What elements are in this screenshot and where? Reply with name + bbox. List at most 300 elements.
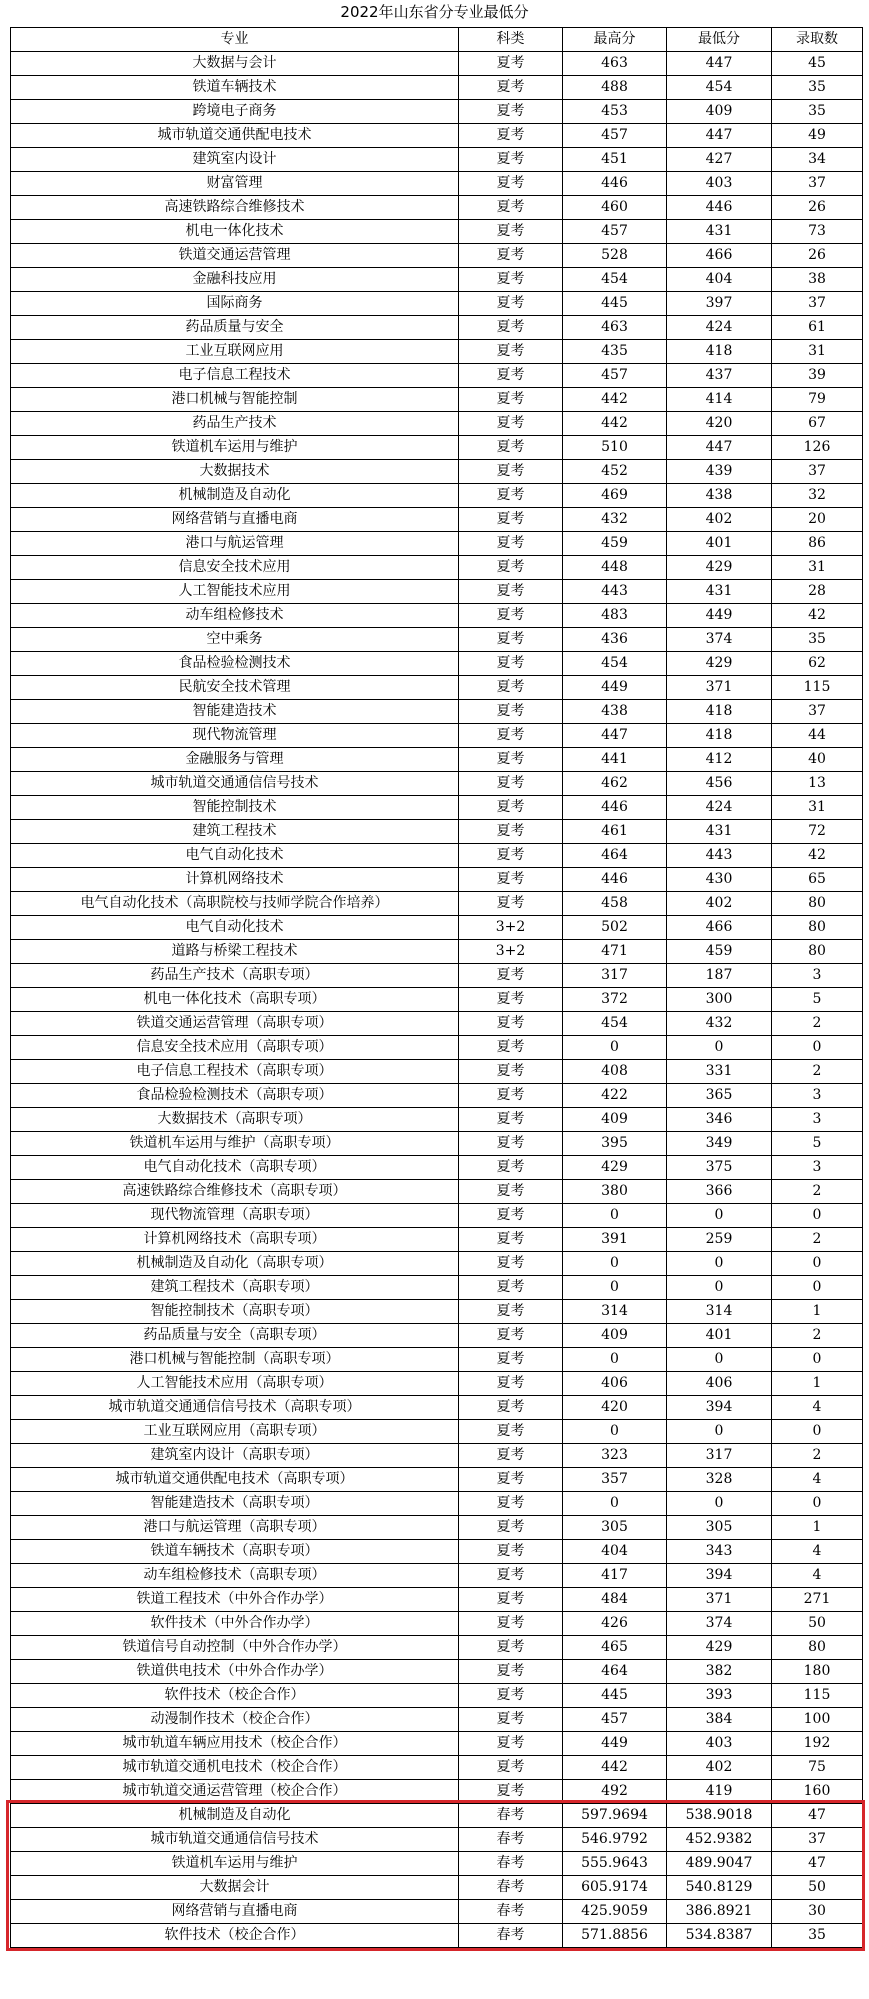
cell-category: 夏考 — [459, 1180, 563, 1204]
cell-major: 大数据技术 — [11, 460, 459, 484]
cell-min-score: 409 — [667, 100, 772, 124]
cell-major: 大数据技术（高职专项） — [11, 1108, 459, 1132]
cell-max-score: 0 — [563, 1036, 667, 1060]
cell-category: 夏考 — [459, 1756, 563, 1780]
cell-min-score: 540.8129 — [667, 1876, 772, 1900]
cell-min-score: 305 — [667, 1516, 772, 1540]
cell-admitted: 79 — [772, 388, 863, 412]
cell-max-score: 442 — [563, 1756, 667, 1780]
cell-category: 夏考 — [459, 1204, 563, 1228]
table-row — [11, 508, 863, 532]
table-row — [11, 580, 863, 604]
cell-min-score: 459 — [667, 940, 772, 964]
cell-min-score: 447 — [667, 436, 772, 460]
cell-min-score: 187 — [667, 964, 772, 988]
table-row — [11, 988, 863, 1012]
cell-admitted: 35 — [772, 100, 863, 124]
cell-category: 夏考 — [459, 796, 563, 820]
cell-admitted: 26 — [772, 196, 863, 220]
cell-category: 夏考 — [459, 172, 563, 196]
cell-major: 智能控制技术（高职专项） — [11, 1300, 459, 1324]
cell-min-score: 430 — [667, 868, 772, 892]
cell-min-score: 0 — [667, 1348, 772, 1372]
cell-category: 夏考 — [459, 364, 563, 388]
cell-major: 现代物流管理（高职专项） — [11, 1204, 459, 1228]
cell-max-score: 454 — [563, 652, 667, 676]
cell-max-score: 380 — [563, 1180, 667, 1204]
cell-category: 夏考 — [459, 268, 563, 292]
cell-major: 现代物流管理 — [11, 724, 459, 748]
cell-min-score: 0 — [667, 1492, 772, 1516]
cell-admitted: 62 — [772, 652, 863, 676]
cell-category: 春考 — [459, 1804, 563, 1828]
cell-max-score: 464 — [563, 844, 667, 868]
cell-major: 城市轨道交通供配电技术（高职专项） — [11, 1468, 459, 1492]
cell-max-score: 446 — [563, 796, 667, 820]
cell-major: 铁道供电技术（中外合作办学） — [11, 1660, 459, 1684]
cell-major: 铁道信号自动控制（中外合作办学） — [11, 1636, 459, 1660]
cell-major: 食品检验检测技术 — [11, 652, 459, 676]
cell-category: 夏考 — [459, 1228, 563, 1252]
cell-major: 港口机械与智能控制 — [11, 388, 459, 412]
table-row — [11, 1756, 863, 1780]
cell-min-score: 346 — [667, 1108, 772, 1132]
cell-major: 人工智能技术应用 — [11, 580, 459, 604]
table-row — [11, 412, 863, 436]
cell-max-score: 0 — [563, 1204, 667, 1228]
table-row — [11, 820, 863, 844]
cell-category: 夏考 — [459, 484, 563, 508]
cell-max-score: 449 — [563, 1732, 667, 1756]
cell-max-score: 435 — [563, 340, 667, 364]
cell-major: 工业互联网应用（高职专项） — [11, 1420, 459, 1444]
cell-max-score: 446 — [563, 172, 667, 196]
cell-major: 港口机械与智能控制（高职专项） — [11, 1348, 459, 1372]
cell-category: 夏考 — [459, 316, 563, 340]
score-table — [10, 27, 863, 1948]
cell-category: 夏考 — [459, 1636, 563, 1660]
cell-category: 夏考 — [459, 1132, 563, 1156]
cell-admitted: 37 — [772, 292, 863, 316]
table-row — [11, 1108, 863, 1132]
cell-min-score: 418 — [667, 700, 772, 724]
cell-category: 夏考 — [459, 868, 563, 892]
cell-admitted: 31 — [772, 340, 863, 364]
cell-major: 跨境电子商务 — [11, 100, 459, 124]
cell-category: 夏考 — [459, 76, 563, 100]
cell-category: 夏考 — [459, 1612, 563, 1636]
cell-admitted: 80 — [772, 916, 863, 940]
cell-category: 夏考 — [459, 988, 563, 1012]
cell-category: 春考 — [459, 1852, 563, 1876]
cell-min-score: 371 — [667, 1588, 772, 1612]
cell-category: 夏考 — [459, 1372, 563, 1396]
cell-admitted: 13 — [772, 772, 863, 796]
cell-min-score: 432 — [667, 1012, 772, 1036]
cell-major: 机电一体化技术（高职专项） — [11, 988, 459, 1012]
cell-min-score: 447 — [667, 52, 772, 76]
cell-category: 夏考 — [459, 1324, 563, 1348]
cell-min-score: 418 — [667, 724, 772, 748]
cell-admitted: 28 — [772, 580, 863, 604]
header-admitted: 录取数 — [772, 28, 863, 52]
table-row — [11, 52, 863, 76]
cell-category: 3+2 — [459, 916, 563, 940]
cell-admitted: 50 — [772, 1612, 863, 1636]
table-row — [11, 1564, 863, 1588]
cell-category: 夏考 — [459, 1420, 563, 1444]
cell-min-score: 366 — [667, 1180, 772, 1204]
cell-admitted: 31 — [772, 556, 863, 580]
cell-major: 金融科技应用 — [11, 268, 459, 292]
cell-category: 夏考 — [459, 1396, 563, 1420]
table-row — [11, 1276, 863, 1300]
cell-admitted: 61 — [772, 316, 863, 340]
cell-major: 城市轨道交通通信信号技术 — [11, 772, 459, 796]
cell-admitted: 44 — [772, 724, 863, 748]
table-header-row — [11, 28, 863, 52]
cell-min-score: 328 — [667, 1468, 772, 1492]
cell-category: 夏考 — [459, 220, 563, 244]
cell-max-score: 463 — [563, 52, 667, 76]
cell-major: 药品质量与安全 — [11, 316, 459, 340]
cell-major: 铁道机车运用与维护 — [11, 436, 459, 460]
cell-min-score: 443 — [667, 844, 772, 868]
cell-max-score: 459 — [563, 532, 667, 556]
cell-min-score: 431 — [667, 820, 772, 844]
cell-admitted: 42 — [772, 604, 863, 628]
cell-category: 夏考 — [459, 772, 563, 796]
cell-major: 铁道机车运用与维护 — [11, 1852, 459, 1876]
cell-admitted: 72 — [772, 820, 863, 844]
cell-min-score: 0 — [667, 1204, 772, 1228]
cell-category: 夏考 — [459, 388, 563, 412]
cell-admitted: 35 — [772, 76, 863, 100]
cell-admitted: 35 — [772, 1924, 863, 1948]
cell-min-score: 429 — [667, 1636, 772, 1660]
cell-min-score: 429 — [667, 556, 772, 580]
cell-admitted: 65 — [772, 868, 863, 892]
cell-min-score: 394 — [667, 1396, 772, 1420]
cell-max-score: 447 — [563, 724, 667, 748]
cell-max-score: 463 — [563, 316, 667, 340]
cell-admitted: 4 — [772, 1564, 863, 1588]
table-row — [11, 1708, 863, 1732]
cell-admitted: 2 — [772, 1060, 863, 1084]
header-max-score: 最高分 — [563, 28, 667, 52]
cell-min-score: 0 — [667, 1036, 772, 1060]
table-row — [11, 628, 863, 652]
cell-category: 夏考 — [459, 292, 563, 316]
table-row — [11, 1180, 863, 1204]
table-row — [11, 556, 863, 580]
cell-category: 夏考 — [459, 724, 563, 748]
table-row — [11, 1924, 863, 1948]
cell-max-score: 469 — [563, 484, 667, 508]
cell-max-score: 408 — [563, 1060, 667, 1084]
cell-category: 夏考 — [459, 1036, 563, 1060]
table-row — [11, 1036, 863, 1060]
cell-min-score: 454 — [667, 76, 772, 100]
cell-min-score: 438 — [667, 484, 772, 508]
table-row — [11, 1780, 863, 1804]
cell-max-score: 445 — [563, 1684, 667, 1708]
cell-admitted: 115 — [772, 1684, 863, 1708]
cell-min-score: 534.8387 — [667, 1924, 772, 1948]
table-row — [11, 652, 863, 676]
cell-major: 信息安全技术应用 — [11, 556, 459, 580]
table-row — [11, 1492, 863, 1516]
cell-admitted: 35 — [772, 628, 863, 652]
table-row — [11, 1204, 863, 1228]
cell-max-score: 436 — [563, 628, 667, 652]
cell-max-score: 605.9174 — [563, 1876, 667, 1900]
cell-admitted: 4 — [772, 1468, 863, 1492]
cell-major: 城市轨道交通机电技术（校企合作） — [11, 1756, 459, 1780]
cell-min-score: 402 — [667, 1756, 772, 1780]
cell-max-score: 484 — [563, 1588, 667, 1612]
table-row — [11, 1444, 863, 1468]
header-min-score: 最低分 — [667, 28, 772, 52]
cell-major: 城市轨道车辆应用技术（校企合作） — [11, 1732, 459, 1756]
cell-max-score: 446 — [563, 868, 667, 892]
cell-max-score: 462 — [563, 772, 667, 796]
table-row — [11, 1516, 863, 1540]
table-row — [11, 604, 863, 628]
cell-category: 夏考 — [459, 436, 563, 460]
cell-max-score: 502 — [563, 916, 667, 940]
cell-category: 夏考 — [459, 1492, 563, 1516]
cell-major: 工业互联网应用 — [11, 340, 459, 364]
cell-major: 国际商务 — [11, 292, 459, 316]
cell-major: 动车组检修技术（高职专项） — [11, 1564, 459, 1588]
cell-admitted: 73 — [772, 220, 863, 244]
table-row — [11, 1900, 863, 1924]
cell-admitted: 0 — [772, 1276, 863, 1300]
cell-max-score: 429 — [563, 1156, 667, 1180]
table-row — [11, 340, 863, 364]
cell-max-score: 404 — [563, 1540, 667, 1564]
table-row — [11, 316, 863, 340]
header-category: 科类 — [459, 28, 563, 52]
table-row — [11, 868, 863, 892]
table-row — [11, 700, 863, 724]
cell-category: 夏考 — [459, 1684, 563, 1708]
cell-min-score: 446 — [667, 196, 772, 220]
cell-min-score: 0 — [667, 1276, 772, 1300]
cell-major: 铁道交通运营管理 — [11, 244, 459, 268]
cell-admitted: 5 — [772, 988, 863, 1012]
cell-major: 建筑工程技术 — [11, 820, 459, 844]
cell-major: 计算机网络技术（高职专项） — [11, 1228, 459, 1252]
cell-major: 药品生产技术（高职专项） — [11, 964, 459, 988]
table-row — [11, 196, 863, 220]
cell-category: 夏考 — [459, 604, 563, 628]
cell-admitted: 115 — [772, 676, 863, 700]
cell-admitted: 37 — [772, 460, 863, 484]
cell-major: 机械制造及自动化（高职专项） — [11, 1252, 459, 1276]
cell-admitted: 3 — [772, 964, 863, 988]
cell-min-score: 466 — [667, 916, 772, 940]
cell-max-score: 488 — [563, 76, 667, 100]
cell-max-score: 0 — [563, 1276, 667, 1300]
cell-admitted: 2 — [772, 1180, 863, 1204]
cell-min-score: 456 — [667, 772, 772, 796]
cell-min-score: 429 — [667, 652, 772, 676]
cell-admitted: 42 — [772, 844, 863, 868]
table-row — [11, 1132, 863, 1156]
cell-max-score: 409 — [563, 1108, 667, 1132]
table-row — [11, 748, 863, 772]
cell-max-score: 460 — [563, 196, 667, 220]
cell-min-score: 447 — [667, 124, 772, 148]
cell-max-score: 457 — [563, 1708, 667, 1732]
cell-max-score: 443 — [563, 580, 667, 604]
table-row — [11, 1156, 863, 1180]
table-row — [11, 1084, 863, 1108]
cell-category: 夏考 — [459, 412, 563, 436]
table-row — [11, 268, 863, 292]
cell-major: 智能控制技术 — [11, 796, 459, 820]
cell-min-score: 374 — [667, 1612, 772, 1636]
table-row — [11, 100, 863, 124]
cell-major: 道路与桥梁工程技术 — [11, 940, 459, 964]
cell-max-score: 420 — [563, 1396, 667, 1420]
cell-major: 铁道车辆技术（高职专项） — [11, 1540, 459, 1564]
cell-category: 夏考 — [459, 1156, 563, 1180]
cell-major: 智能建造技术 — [11, 700, 459, 724]
cell-admitted: 40 — [772, 748, 863, 772]
cell-max-score: 510 — [563, 436, 667, 460]
cell-max-score: 395 — [563, 1132, 667, 1156]
cell-admitted: 32 — [772, 484, 863, 508]
cell-min-score: 394 — [667, 1564, 772, 1588]
cell-category: 夏考 — [459, 1588, 563, 1612]
cell-max-score: 425.9059 — [563, 1900, 667, 1924]
cell-category: 夏考 — [459, 52, 563, 76]
cell-category: 夏考 — [459, 748, 563, 772]
table-row — [11, 1396, 863, 1420]
cell-admitted: 50 — [772, 1876, 863, 1900]
cell-category: 夏考 — [459, 580, 563, 604]
cell-max-score: 457 — [563, 220, 667, 244]
table-row — [11, 244, 863, 268]
cell-category: 夏考 — [459, 1444, 563, 1468]
cell-max-score: 442 — [563, 412, 667, 436]
cell-admitted: 4 — [772, 1540, 863, 1564]
table-row — [11, 1300, 863, 1324]
cell-max-score: 406 — [563, 1372, 667, 1396]
cell-major: 铁道机车运用与维护（高职专项） — [11, 1132, 459, 1156]
cell-major: 城市轨道交通供配电技术 — [11, 124, 459, 148]
cell-max-score: 442 — [563, 388, 667, 412]
cell-admitted: 80 — [772, 892, 863, 916]
table-row — [11, 1876, 863, 1900]
cell-max-score: 571.8856 — [563, 1924, 667, 1948]
cell-min-score: 384 — [667, 1708, 772, 1732]
cell-major: 铁道交通运营管理（高职专项） — [11, 1012, 459, 1036]
cell-major: 软件技术（校企合作） — [11, 1924, 459, 1948]
cell-min-score: 424 — [667, 316, 772, 340]
cell-max-score: 453 — [563, 100, 667, 124]
cell-min-score: 349 — [667, 1132, 772, 1156]
cell-major: 药品生产技术 — [11, 412, 459, 436]
cell-min-score: 382 — [667, 1660, 772, 1684]
cell-category: 夏考 — [459, 652, 563, 676]
cell-max-score: 555.9643 — [563, 1852, 667, 1876]
table-row — [11, 484, 863, 508]
cell-admitted: 34 — [772, 148, 863, 172]
cell-min-score: 401 — [667, 1324, 772, 1348]
cell-major: 大数据与会计 — [11, 52, 459, 76]
cell-major: 空中乘务 — [11, 628, 459, 652]
table-row — [11, 844, 863, 868]
cell-major: 机械制造及自动化 — [11, 1804, 459, 1828]
cell-major: 铁道工程技术（中外合作办学） — [11, 1588, 459, 1612]
cell-category: 夏考 — [459, 844, 563, 868]
cell-category: 夏考 — [459, 676, 563, 700]
table-row — [11, 76, 863, 100]
cell-major: 港口与航运管理 — [11, 532, 459, 556]
cell-admitted: 0 — [772, 1420, 863, 1444]
cell-major: 信息安全技术应用（高职专项） — [11, 1036, 459, 1060]
cell-max-score: 426 — [563, 1612, 667, 1636]
cell-category: 夏考 — [459, 148, 563, 172]
cell-min-score: 414 — [667, 388, 772, 412]
cell-category: 夏考 — [459, 1732, 563, 1756]
cell-max-score: 457 — [563, 124, 667, 148]
cell-major: 网络营销与直播电商 — [11, 508, 459, 532]
cell-min-score: 374 — [667, 628, 772, 652]
table-body — [11, 52, 863, 1948]
table-row — [11, 1324, 863, 1348]
cell-max-score: 0 — [563, 1492, 667, 1516]
cell-admitted: 2 — [772, 1012, 863, 1036]
cell-major: 财富管理 — [11, 172, 459, 196]
cell-max-score: 357 — [563, 1468, 667, 1492]
table-row — [11, 724, 863, 748]
cell-max-score: 528 — [563, 244, 667, 268]
cell-category: 夏考 — [459, 1252, 563, 1276]
cell-category: 春考 — [459, 1828, 563, 1852]
cell-category: 夏考 — [459, 892, 563, 916]
cell-major: 建筑室内设计 — [11, 148, 459, 172]
cell-min-score: 365 — [667, 1084, 772, 1108]
cell-category: 夏考 — [459, 1108, 563, 1132]
cell-min-score: 259 — [667, 1228, 772, 1252]
table-row — [11, 172, 863, 196]
table-row — [11, 1660, 863, 1684]
cell-category: 夏考 — [459, 196, 563, 220]
cell-major: 电气自动化技术 — [11, 916, 459, 940]
table-row — [11, 364, 863, 388]
cell-min-score: 452.9382 — [667, 1828, 772, 1852]
cell-category: 夏考 — [459, 244, 563, 268]
cell-admitted: 5 — [772, 1132, 863, 1156]
cell-category: 夏考 — [459, 556, 563, 580]
cell-max-score: 451 — [563, 148, 667, 172]
cell-admitted: 75 — [772, 1756, 863, 1780]
cell-category: 夏考 — [459, 1516, 563, 1540]
cell-category: 夏考 — [459, 1060, 563, 1084]
cell-min-score: 406 — [667, 1372, 772, 1396]
cell-admitted: 80 — [772, 940, 863, 964]
cell-category: 夏考 — [459, 532, 563, 556]
table-row — [11, 964, 863, 988]
cell-max-score: 0 — [563, 1420, 667, 1444]
cell-admitted: 4 — [772, 1396, 863, 1420]
cell-category: 夏考 — [459, 124, 563, 148]
